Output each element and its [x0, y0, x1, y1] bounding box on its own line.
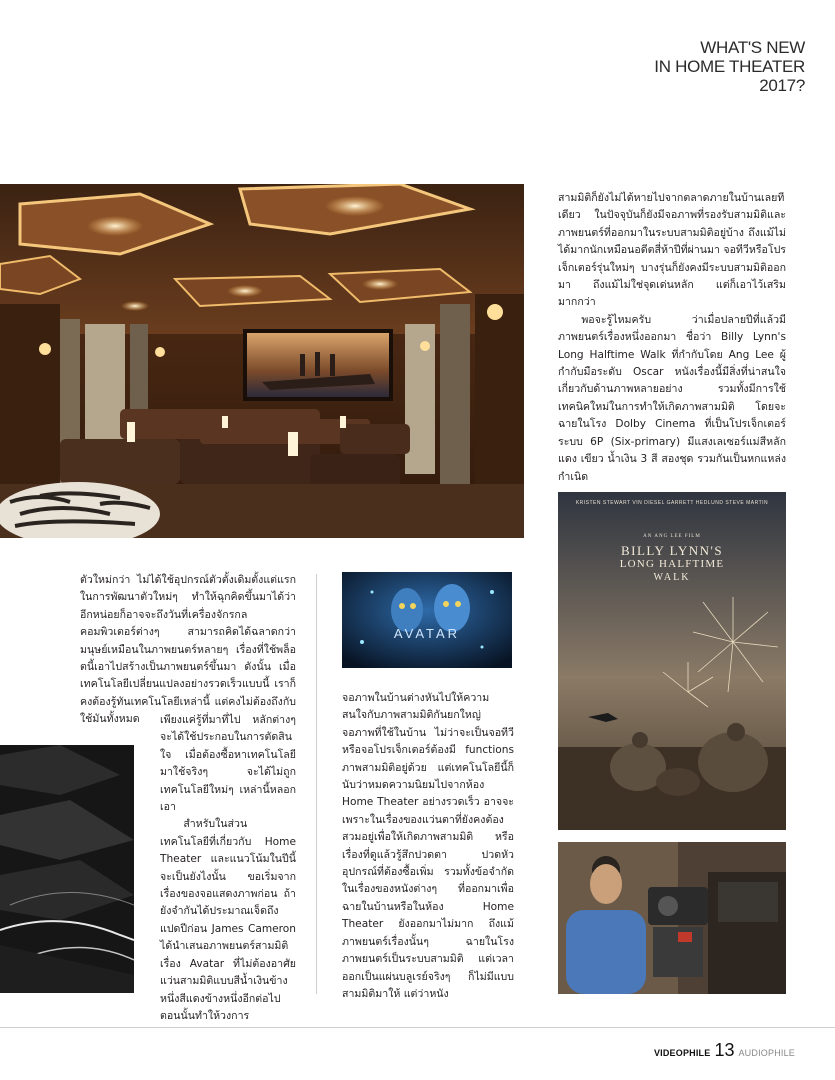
right-paragraph-2: พอจะรู้ไหมครับ ว่าเมื่อปลายปีที่แล้วมีภาพยนตร์เรื่องหนึ่งออกมา ชื่อว่า Billy Lynn's Long Halftime Walk ที่กำกับโดย Ang Lee ผู้กำกับมือระดับ Oscar หนังเรื่องนี้มีสิ่งที่น่าสนใจเกี่ยวกับด้านภาพหลายอย่าง รวมทั้งมีการใช้เทคนิคใหม่ในการทำให้เกิดภาพสามมิติ โดยจะฉายในโรง Dolby Cinema ที่เป็นโปรเจ็กเตอร์ระบบ 6P (Six-primary) มีแสงเลเซอร์แม่สีหลัก แดง เขียว น้ำเงิน 3 สี สองชุด รวมกันเป็นหกแหล่งกำเนิด [558, 313, 786, 483]
home-theater-photo [0, 184, 524, 538]
poster-title-line-2: LONG HALFTIME [619, 558, 725, 570]
header-line-1: WHAT'S NEW [700, 38, 805, 57]
right-column-text [558, 190, 786, 486]
poster-credits: KRISTEN STEWART VIN DIESEL GARRETT HEDLUND STEVE MARTIN [575, 500, 769, 506]
column-divider [316, 574, 317, 994]
ang-lee-photo [558, 842, 786, 994]
page-number: 13 [714, 1040, 735, 1060]
right-paragraph-1: สามมิติก็ยังไม่ได้หายไปจากตลาดภายในบ้านเลยทีเดียว ในปัจจุบันก็ยังมีจอภาพที่รองรับสามมิติและภาพยนตร์ที่ออกมาในระบบสามมิติอยู่บ้าง ถึงแม้ไม่ได้มากนักเหมือนอดีตสี่ห้าปีที่ผ่านมา จอทีวีหรือโปรเจ็กเตอร์รุ่นใหม่ๆ บางรุ่นก็ยังคงมีระบบสามมิติออกมา ถึงแม้ไม่ใช่จุดเด่นหลัก แต่ก็เอาไว้เสริมมากกว่า [558, 192, 786, 309]
left-column-text-lower [160, 712, 296, 1025]
avatar-image [342, 572, 512, 668]
section-name: AUDIOPHILE [738, 1048, 795, 1058]
poster-title-line-3: WALK [653, 572, 691, 583]
middle-paragraph-1: จอภาพในบ้านต่างหันไปให้ความสนใจกับภาพสามมิติกันยกใหญ่ จอภาพที่ใช้ในบ้าน ไม่ว่าจะเป็นจอทีวีหรือจอโปรเจ็กเตอร์ต้องมี functions ภาพสามมิติอยู่ด้วย แต่เทคโนโลยีนี้ก็นับว่าหมดความนิยมไปจากห้อง Home Theater อย่างรวดเร็ว อาจจะเพราะในเรื่องของแว่นตาที่ยังคงต้องสวมอยู่เพื่อให้เกิดภาพสามมิติ หรือเรื่องที่ดูแล้วรู้สึกปวดตา ปวดหัว อุปกรณ์ที่ต้องซื้อเพิ่ม รวมทั้งข้อจำกัดในเรื่องของหนังต่างๆ ที่ออกมาเพื่อฉายในบ้านหรือในห้อง Home Theater ยังออกมาไม่มาก ถึงแม้ภาพยนตร์เรื่องนั้นๆ ฉายในโรงภาพยนตร์เป็นระบบสามมิติ แต่เวลาออกเป็นแผ่นบลูเรย์จริงๆ ก็ไม่มีแบบสามมิติมาให้ แต่ว่าหนัง [342, 692, 514, 1000]
magazine-name: VIDEOPHILE [653, 1048, 711, 1058]
section-header [585, 38, 805, 95]
left-paragraph-3: สำหรับในส่วนเทคโนโลยีที่เกี่ยวกับ Home Theater และแนวโน้มในปีนี้จะเป็นยังไงนั้น ขอเริ่มจากเรื่องของจอแสดงภาพก่อน ถ้ายังจำกันได้ประมาณเจ็ดถึงแปดปีก่อน James Cameron ได้นำเสนอภาพยนตร์สามมิติเรื่อง Avatar ที่ไม่ต้องอาศัยแว่นสามมิติแบบสีน้ำเงินข้างหนึ่งสีแดงข้างหนึ่งอีกต่อไป ตอนนั้นทำให้วงการ [160, 818, 296, 1022]
middle-column-text [342, 690, 514, 1003]
left-paragraph-1: ตัวใหม่กว่า ไม่ได้ใช้อุปกรณ์ตัวตั้งเดิมตั้งแต่แรกในการพัฒนาตัวใหม่ๆ ทำให้ฉุกคิดขึ้นมาได้ว่า อีกหน่อยก็อาจจะถึงวันที่เครื่องจักรกลคอมพิวเตอร์ต่างๆ สามารถคิดได้ฉลาดกว่ามนุษย์เหมือนในภาพยนตร์หลายๆ เรื่องที่ใช้พล็อตนี้เอาไปสร้างเป็นภาพยนตร์ขึ้นมา ดังนั้น เมื่อเทคโนโลยีเปลี่ยนแปลงอย่างรวดเร็วแบบนี้ เราก็คงต้องรู้ทันเทคโนโลยีเหล่านี้ แต่คงไม่ต้องถึงกับใช้มันทั้งหมด [80, 574, 296, 726]
cinema-chairs-photo [0, 745, 134, 993]
header-line-3: 2017? [759, 76, 805, 95]
page-footer [654, 1040, 795, 1061]
left-column-text [80, 572, 296, 729]
avatar-title: AVATAR [393, 626, 461, 641]
left-paragraph-2: เพียงแค่รู้ที่มาที่ไป หลักต่างๆ จะได้ใช้ประกอบในการตัดสินใจ เมื่อต้องซื้อหาเทคโนโลยีมาใช้จริงๆ จะได้ไม่ถูกเทคโนโลยีใหม่ๆ เหล่านี้หลอกเอา [160, 714, 296, 814]
footer-rule [0, 1027, 835, 1028]
billy-lynn-poster [558, 492, 786, 830]
header-line-2: IN HOME THEATER [654, 57, 805, 76]
poster-film-label: AN ANG LEE FILM [643, 534, 701, 539]
poster-title-line-1: BILLY LYNN'S [620, 543, 724, 558]
